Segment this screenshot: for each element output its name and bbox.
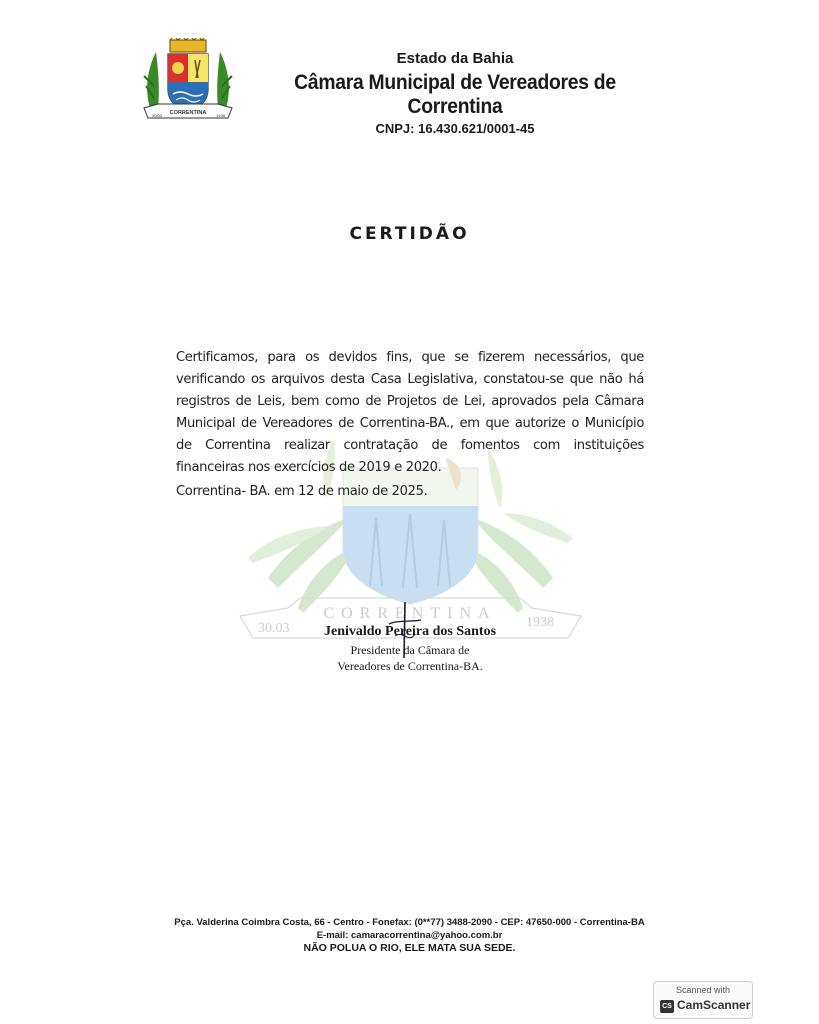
svg-text:1938: 1938 bbox=[526, 615, 554, 630]
signatory-role-line-1: Presidente da Câmara de bbox=[350, 643, 470, 657]
organization-name: Câmara Municipal de Vereadores de Correntina bbox=[294, 71, 616, 118]
signatory-name: Jenivaldo Pereira dos Santos bbox=[323, 624, 497, 639]
camscanner-brand: CamScanner bbox=[677, 998, 751, 1012]
letterhead bbox=[240, 50, 670, 136]
footer-email: E-mail: camaracorrentina@yahoo.com.br bbox=[316, 930, 503, 941]
certificate-paragraph: Certificamos, para os devidos fins, que se fizerem necessários, que verificando os arquivos desta Casa Legislativa, constatou-se que não há registros de Leis, bem como de Projetos de Lei, aprovados pela Câmara Municipal de Vereadores de Correntina-BA., em que autorize o Município de Correntina realizar contratação de fomentos com instituições financeiras nos exercícios de 2019 e 2020. bbox=[176, 350, 644, 475]
state-name: Estado da Bahia bbox=[396, 50, 514, 67]
svg-text:CORRENTINA: CORRENTINA bbox=[323, 605, 497, 622]
scanned-with-label: Scanned with bbox=[675, 985, 731, 995]
signature-block bbox=[300, 624, 520, 674]
cnpj-number: CNPJ: 16.430.621/0001-45 bbox=[375, 121, 535, 136]
document-title: CERTIDÃO bbox=[349, 224, 470, 244]
camscanner-badge bbox=[653, 981, 753, 1019]
date-line: Correntina- BA. em 12 de maio de 2025. bbox=[176, 484, 428, 499]
svg-text:30.03: 30.03 bbox=[258, 621, 290, 636]
coat-of-arms-logo bbox=[140, 38, 236, 122]
footer-address: Pça. Valderina Coimbra Costa, 66 - Centro - Fonefax: (0**77) 3488-2090 - CEP: 47650-000 - Correntina-BA bbox=[174, 917, 645, 928]
footer-slogan: NÃO POLUA O RIO, ELE MATA SUA SEDE. bbox=[303, 942, 516, 954]
svg-text:1938: 1938 bbox=[216, 113, 225, 118]
svg-text:30/03: 30/03 bbox=[152, 113, 163, 118]
signatory-role-line-2: Vereadores de Correntina-BA. bbox=[337, 659, 483, 673]
camscanner-logo-icon: CS bbox=[660, 1000, 674, 1013]
svg-text:CORRENTINA: CORRENTINA bbox=[169, 110, 207, 116]
letterhead-footer bbox=[0, 916, 819, 955]
